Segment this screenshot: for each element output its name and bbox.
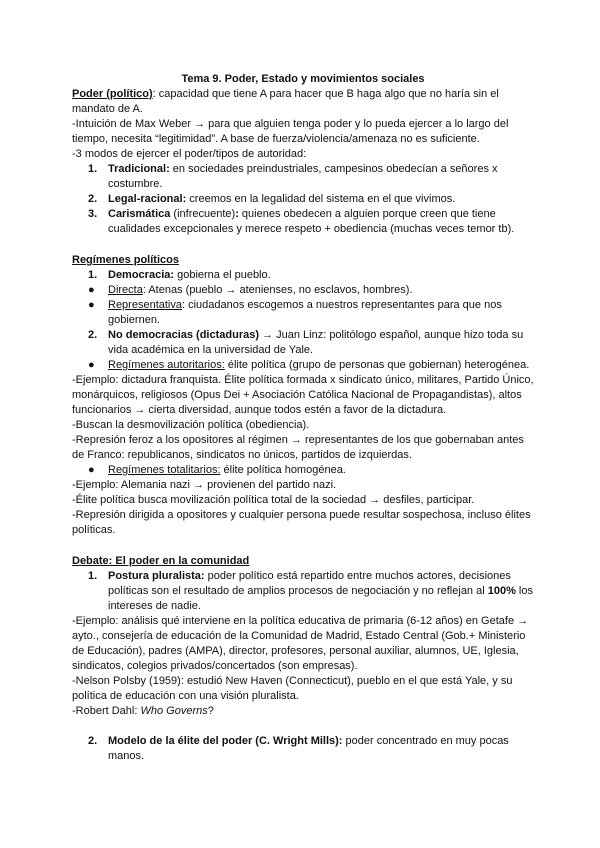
weber-paragraph: -Intuición de Max Weber → para que alguien tenga poder y lo pueda ejercer a lo largo del tiempo, necesita “legitimidad”. A base de fuerza/violencia/amenaza no es suficiente.: [72, 118, 509, 145]
list-item-no-democracias: 2. No democracias (dictaduras) → Juan Linz: politólogo español, aunque hizo toda su vida académica en la universidad de Yale.: [88, 329, 524, 356]
represion-dirigida: -Represión dirigida a opositores y cualquier persona puede resultar sospechosa, incluso élites políticas.: [72, 509, 531, 536]
ejemplo-getafe: -Ejemplo: análisis qué interviene en la política educativa de primaria (6-12 años) en Getafe → ayto., consejería de educación de la Comunidad de Madrid, Estado Central (Gob.+ Ministerio de Educación), padres (AMPA), director, profesores, personal auxiliar, alumnos, UE, Iglesia, sindicatos, colegios privados/concertados (son empresas).: [72, 615, 529, 672]
list-item-elite-poder: 2. Modelo de la élite del poder (C. Wright Mills): poder concentrado en muy pocas manos.: [88, 735, 509, 762]
list-item-pluralista: 1. Postura pluralista: poder político está repartido entre muchos actores, decisiones políticas son el resultado de amplios procesos de negociación y no reflejan al 100% los intereses de nadie.: [88, 570, 533, 612]
list-item-democracia: 1. Democracia: gobierna el pueblo.: [88, 269, 271, 281]
modos-paragraph: -3 modos de ejercer el poder/tipos de autoridad:: [72, 148, 307, 160]
ejemplo-nazi: -Ejemplo: Alemania nazi → provienen del partido nazi.: [72, 479, 337, 491]
bullet-directa: ● Directa: Atenas (pueblo → atenienses, no esclavos, hombres).: [88, 284, 413, 296]
bullet-totalitarios: ● Regímenes totalitarios: élite política homogénea.: [88, 464, 346, 476]
list-item-tradicional: 1. Tradicional: en sociedades preindustriales, campesinos obedecían a señores x costumbre.: [88, 163, 498, 190]
bullet-representativa: ● Representativa: ciudadanos escogemos a nuestros representantes para que nos gobiernen.: [88, 299, 502, 326]
bullet-icon: ●: [88, 464, 95, 476]
ejemplo-franquista: -Ejemplo: dictadura franquista. Élite política formada x sindicato único, militares, Partido Único, monárquicos, religiosos (Opus Dei + Asociación Católica Nacional de Propagandistas), altos funcionarios → cierta diversidad, aunque todos estén a favor de la dictadura.: [72, 374, 534, 416]
represion-opositores: -Represión feroz a los opositores al régimen → representantes de los que gobernaban antes de Franco: republicanos, sindicatos no únicos, partidos de izquierdas.: [72, 434, 524, 461]
poder-definition: Poder (político): capacidad que tiene A para hacer que B haga algo que no haría sin el mandato de A.: [72, 88, 499, 115]
bullet-icon: ●: [88, 359, 95, 371]
bullet-icon: ●: [88, 299, 95, 311]
list-item-legal-racional: 2. Legal-racional: creemos en la legalidad del sistema en el que vivimos.: [88, 193, 456, 205]
document-page: [72, 72, 534, 764]
polsby-paragraph: -Nelson Polsby (1959): estudió New Haven (Connecticut), pueblo en el que está Yale, y su política de educación con una visión pluralista.: [72, 675, 513, 702]
debate-heading: Debate: El poder en la comunidad: [72, 555, 250, 567]
page-title: Tema 9. Poder, Estado y movimientos sociales: [181, 73, 425, 85]
desmovilizacion: -Buscan la desmovilización política (obediencia).: [72, 419, 310, 431]
dahl-paragraph: -Robert Dahl: Who Governs?: [72, 705, 214, 717]
dahl-book-title: Who Governs: [140, 705, 208, 717]
regimenes-heading: Regímenes políticos: [72, 254, 179, 266]
list-item-carismatica: 3. Carismática (infrecuente): quienes obedecen a alguien porque creen que tiene cualidades excepcionales y merece respeto + obediencia (muchas veces temor tb).: [88, 208, 515, 235]
bullet-autoritarios: ● Regímenes autoritarios: élite política (grupo de personas que gobiernan) heterogénea.: [88, 359, 530, 371]
poder-term: Poder (político): [72, 88, 153, 100]
movilizacion-total: -Élite política busca movilización política total de la sociedad → desfiles, participar.: [72, 494, 475, 506]
bullet-icon: ●: [88, 284, 95, 296]
